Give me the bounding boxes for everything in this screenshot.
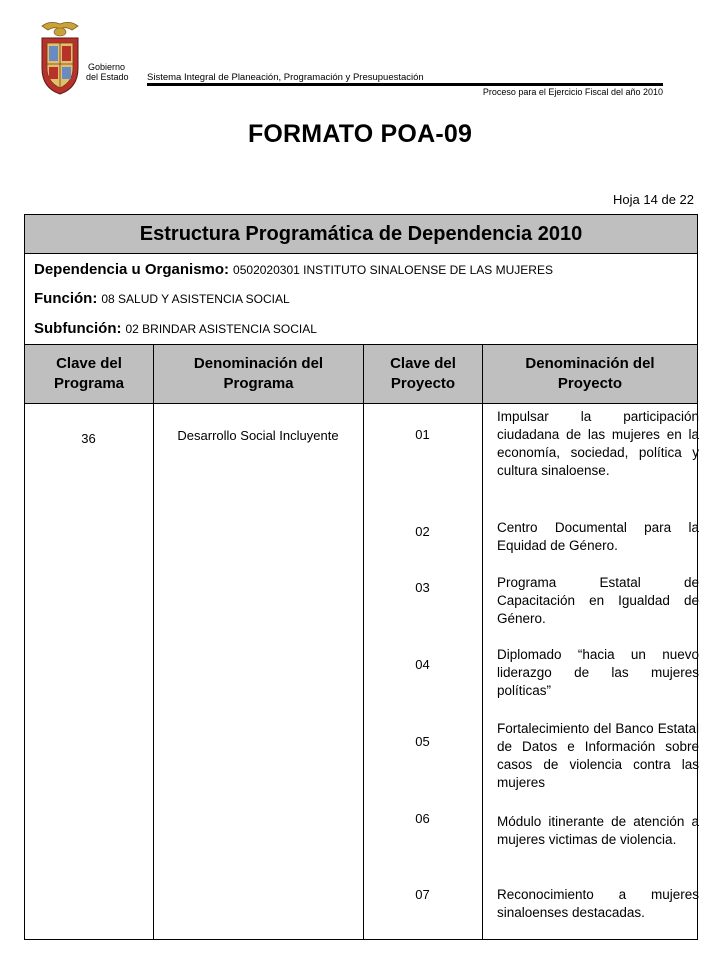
programa-clave: 36 bbox=[81, 431, 96, 446]
proyecto-denominacion: Módulo itinerante de atención a mujeres victimas de violencia. bbox=[497, 814, 699, 847]
column-divider bbox=[482, 404, 483, 940]
proceso-label: Proceso para el Ejercicio Fiscal del año 2010 bbox=[482, 87, 663, 97]
proyecto-denominacion: Centro Documental para la Equidad de Género. bbox=[497, 520, 699, 553]
proyecto-clave: 07 bbox=[415, 887, 430, 902]
page-number: Hoja 14 de 22 bbox=[613, 192, 694, 207]
sistema-label: Sistema Integral de Planeación, Programación y Presupuestación bbox=[147, 72, 424, 83]
proyecto-clave: 01 bbox=[415, 427, 430, 442]
funcion-row bbox=[34, 290, 290, 307]
programa-denominacion: Desarrollo Social Incluyente bbox=[177, 428, 339, 443]
col-clave-proyecto-label: Clave del Proyecto bbox=[390, 355, 456, 392]
table-header bbox=[24, 344, 698, 404]
proyecto-denominacion: Diplomado “hacia un nuevo liderazgo de las mujeres políticas” bbox=[497, 647, 699, 698]
dependencia-row bbox=[34, 261, 553, 278]
col-denominacion-programa-label: Denominación del Programa bbox=[193, 355, 324, 392]
proyecto-clave: 03 bbox=[415, 580, 430, 595]
page-title: FORMATO POA-09 bbox=[247, 120, 473, 148]
estructura-title: Estructura Programática de Dependencia 2010 bbox=[24, 214, 698, 254]
dependencia-label: Dependencia u Organismo: bbox=[34, 261, 230, 278]
proyecto-denominacion: Fortalecimiento del Banco Estatal de Datos e Información sobre casos de violencia contra las mujeres bbox=[497, 721, 699, 790]
subfuncion-value: 02 BRINDAR ASISTENCIA SOCIAL bbox=[125, 322, 317, 336]
state-coat-of-arms-icon bbox=[38, 18, 82, 96]
dependencia-value: 0502020301 INSTITUTO SINALOENSE DE LAS MUJERES bbox=[233, 263, 553, 277]
proyecto-denominacion: Programa Estatal de Capacitación en Igualdad de Género. bbox=[497, 575, 699, 626]
funcion-label: Función: bbox=[34, 290, 98, 307]
proyecto-clave: 05 bbox=[415, 734, 430, 749]
col-clave-programa bbox=[25, 345, 154, 403]
del-estado-label: del Estado bbox=[86, 72, 129, 82]
header-divider bbox=[147, 83, 663, 86]
proyecto-clave: 06 bbox=[415, 811, 430, 826]
proyecto-clave: 02 bbox=[415, 524, 430, 539]
proyecto-clave: 04 bbox=[415, 657, 430, 672]
col-denominacion-programa bbox=[154, 345, 364, 403]
gobierno-label: Gobierno bbox=[88, 62, 126, 72]
subfuncion-row bbox=[34, 320, 317, 337]
proyecto-denominacion: Reconocimiento a mujeres sinaloenses destacadas. bbox=[497, 887, 699, 920]
col-clave-programa-label: Clave del Programa bbox=[53, 355, 125, 392]
funcion-value: 08 SALUD Y ASISTENCIA SOCIAL bbox=[101, 292, 290, 306]
col-denominacion-proyecto-label: Denominación del Proyecto bbox=[525, 355, 655, 392]
column-divider bbox=[363, 404, 364, 940]
subfuncion-label: Subfunción: bbox=[34, 320, 122, 337]
proyecto-denominacion: Impulsar la participación ciudadana de las mujeres en la economía, sociedad, política y cultura sinaloense. bbox=[497, 409, 699, 478]
column-divider bbox=[153, 404, 154, 940]
col-clave-proyecto bbox=[364, 345, 483, 403]
col-denominacion-proyecto bbox=[483, 345, 697, 403]
